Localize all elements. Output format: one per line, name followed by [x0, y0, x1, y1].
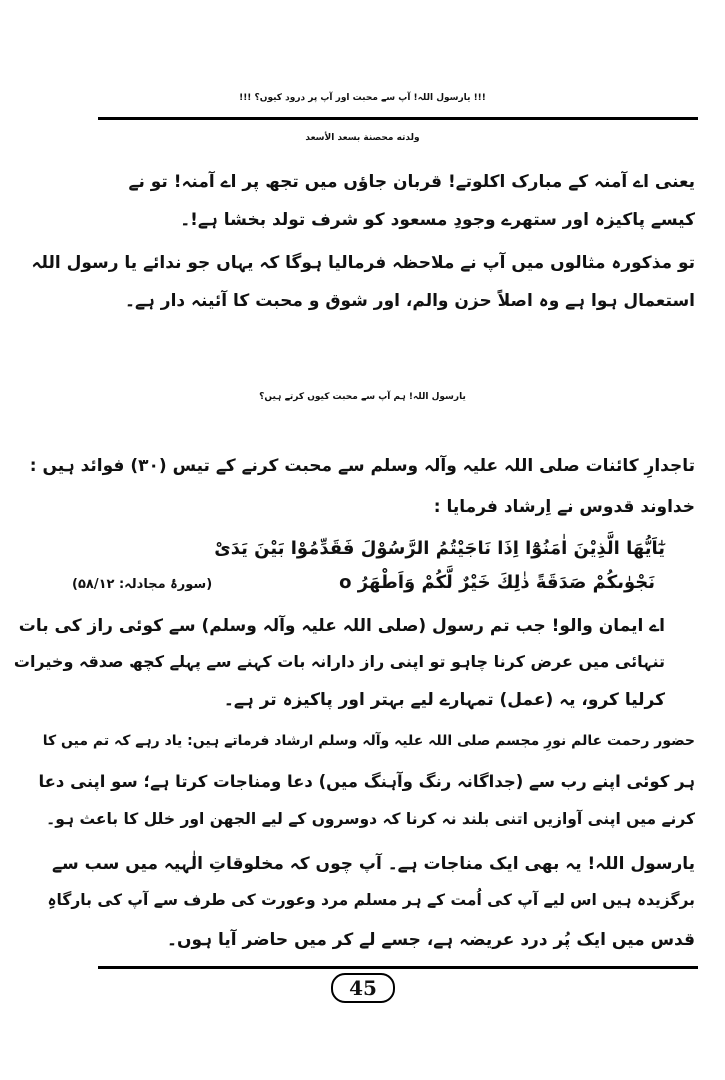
closing-line: یارسول اللہ! یہ بھی ایک مناجات ہے۔ آپ چوں کہ مخلوقاتِ الٰہیہ میں سب سے	[52, 854, 695, 874]
translation-line: تنہائی میں عرض کرنا چاہو تو اپنی راز دارانہ بات کہنے سے پہلے کچھ صدقہ وخیرات	[13, 652, 665, 671]
paragraph-line: تو مذکورہ مثالوں میں آپ نے ملاحظہ فرمالیا ہوگا کہ یہاں جو ندائے یا رسول اللہ	[31, 253, 695, 273]
quran-verse-line-2: نَجْوٰىكُمْ صَدَقَةً ذٰلِكَ خَيْرٌ لَّكُمْ وَاَطْهَرُ o	[339, 572, 655, 593]
section-title: یارسول اللہ! ہم آپ سے محبت کیوں کرتے ہیں؟	[259, 392, 466, 402]
footer-rule	[98, 966, 698, 969]
translation-line: اے ایمان والو! جب تم رسول (صلی اللہ علیہ وآلہ وسلم) سے کوئی راز کی بات	[18, 616, 665, 636]
quran-reference: (سورۂ مجادلہ: ۵۸/۱۲)	[72, 577, 213, 592]
closing-line: برگزیدہ ہیں اس لیے آپ کی اُمت کے ہر مسلم مرد وعورت کی طرف سے آپ کی بارگاہِ	[47, 891, 695, 909]
header-rule	[98, 117, 698, 120]
hadith-line: ہر کوئی اپنے رب سے (جداگانہ رنگ وآہنگ میں) دعا ومناجات کرتا ہے؛ سو اپنی دعا	[38, 772, 695, 791]
paragraph-line: استعمال ہوا ہے وہ اصلاً حزن والم، اور شوق و محبت کا آئینہ دار ہے۔	[124, 291, 695, 311]
paragraph-line: یعنی اے آمنہ کے مبارک اکلوتے! قربان جاؤں میں تجھ پر اے آمنہ! تو نے	[128, 172, 695, 192]
section-intro-2: خداوند قدوس نے اِرشاد فرمایا :	[433, 497, 695, 517]
quran-verse-line-1: يٰٓاَيُّهَا الَّذِيْنَ اٰمَنُوْٓا اِذَا نَاجَيْتُمُ الرَّسُوْلَ فَقَدِّمُوْا بَيْنَ يَدَیْ	[214, 538, 665, 559]
page-number: 45	[331, 973, 395, 1003]
arabic-verse-heading: ولدته محصنة بسعد الأسعد	[305, 133, 420, 143]
section-intro: تاجدارِ کائنات صلی اللہ علیہ وآلہ وسلم سے محبت کرنے کے تیس (۳۰) فوائد ہیں :	[29, 456, 695, 476]
translation-line: کرلیا کرو، یہ (عمل) تمہارے لیے بہتر اور پاکیزہ تر ہے۔	[223, 690, 665, 710]
closing-line: قدس میں ایک پُر درد عریضہ ہے، جسے لے کر میں حاضر آیا ہوں۔	[167, 930, 695, 950]
paragraph-line: کیسے پاکیزہ اور ستھرے وجودِ مسعود کو شرف تولد بخشا ہے!۔	[180, 210, 695, 230]
hadith-line: حضور رحمت عالم نورِ مجسم صلی اللہ علیہ وآلہ وسلم ارشاد فرماتے ہیں: یاد رہے کہ تم میں کا	[42, 733, 695, 749]
running-header: !!! یارسول اللہ! آپ سے محبت اور آپ پر درود کیوں؟ !!!	[239, 93, 486, 103]
hadith-line: کرنے میں اپنی آوازیں اتنی بلند نہ کرنا کہ دوسروں کے لیے الجھن اور خلل کا باعث ہو۔	[46, 810, 695, 828]
